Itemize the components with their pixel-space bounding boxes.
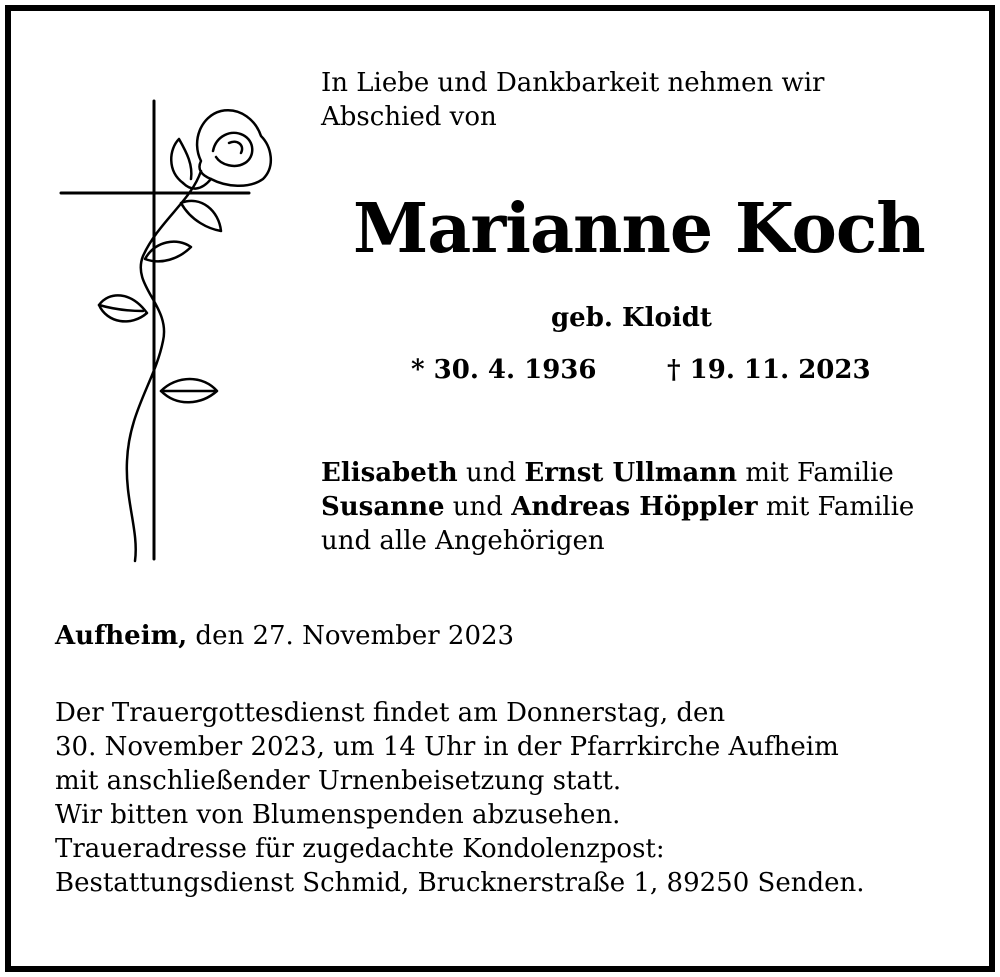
service-line: 30. November 2023, um 14 Uhr in der Pfarrkirche Aufheim — [55, 732, 839, 762]
mourner-suffix: mit Familie — [745, 458, 894, 488]
intro-line: In Liebe und Dankbarkeit nehmen wir — [321, 68, 825, 98]
death-date: † 19. 11. 2023 — [667, 355, 871, 385]
mourner-and: und — [465, 458, 517, 488]
date: den 27. November 2023 — [195, 621, 515, 651]
service-info — [55, 696, 865, 900]
service-line: Wir bitten von Blumenspenden abzusehen. — [55, 800, 621, 830]
mourners-closing: und alle Angehörigen — [321, 526, 605, 556]
birth-date: * 30. 4. 1936 — [411, 355, 597, 385]
life-dates — [411, 355, 871, 385]
service-line: Der Trauergottesdienst findet am Donnerstag, den — [55, 698, 726, 728]
mourner-and: und — [452, 492, 503, 522]
cross-with-rose-icon — [51, 91, 281, 571]
service-line: Traueradresse für zugedachte Kondolenzpost: — [55, 834, 665, 864]
deceased-name: Marianne Koch — [353, 189, 925, 269]
mourner-line — [321, 456, 914, 490]
birth-name: geb. Kloidt — [551, 303, 712, 333]
service-line: Bestattungsdienst Schmid, Brucknerstraße 1, 89250 Senden. — [55, 868, 865, 898]
mourner-first: Elisabeth — [321, 458, 458, 488]
place: Aufheim, — [55, 621, 188, 651]
intro-text — [321, 66, 824, 134]
place-date — [55, 619, 514, 653]
mourner-suffix: mit Familie — [765, 492, 915, 522]
intro-line: Abschied von — [321, 102, 497, 132]
mourner-line — [321, 490, 914, 524]
obituary-notice — [5, 5, 995, 972]
mourner-second: Andreas Höppler — [511, 492, 758, 522]
mourners-list — [321, 456, 914, 558]
mourner-second: Ernst Ullmann — [524, 458, 738, 488]
service-line: mit anschließender Urnenbeisetzung statt. — [55, 766, 622, 796]
mourner-first: Susanne — [321, 492, 445, 522]
